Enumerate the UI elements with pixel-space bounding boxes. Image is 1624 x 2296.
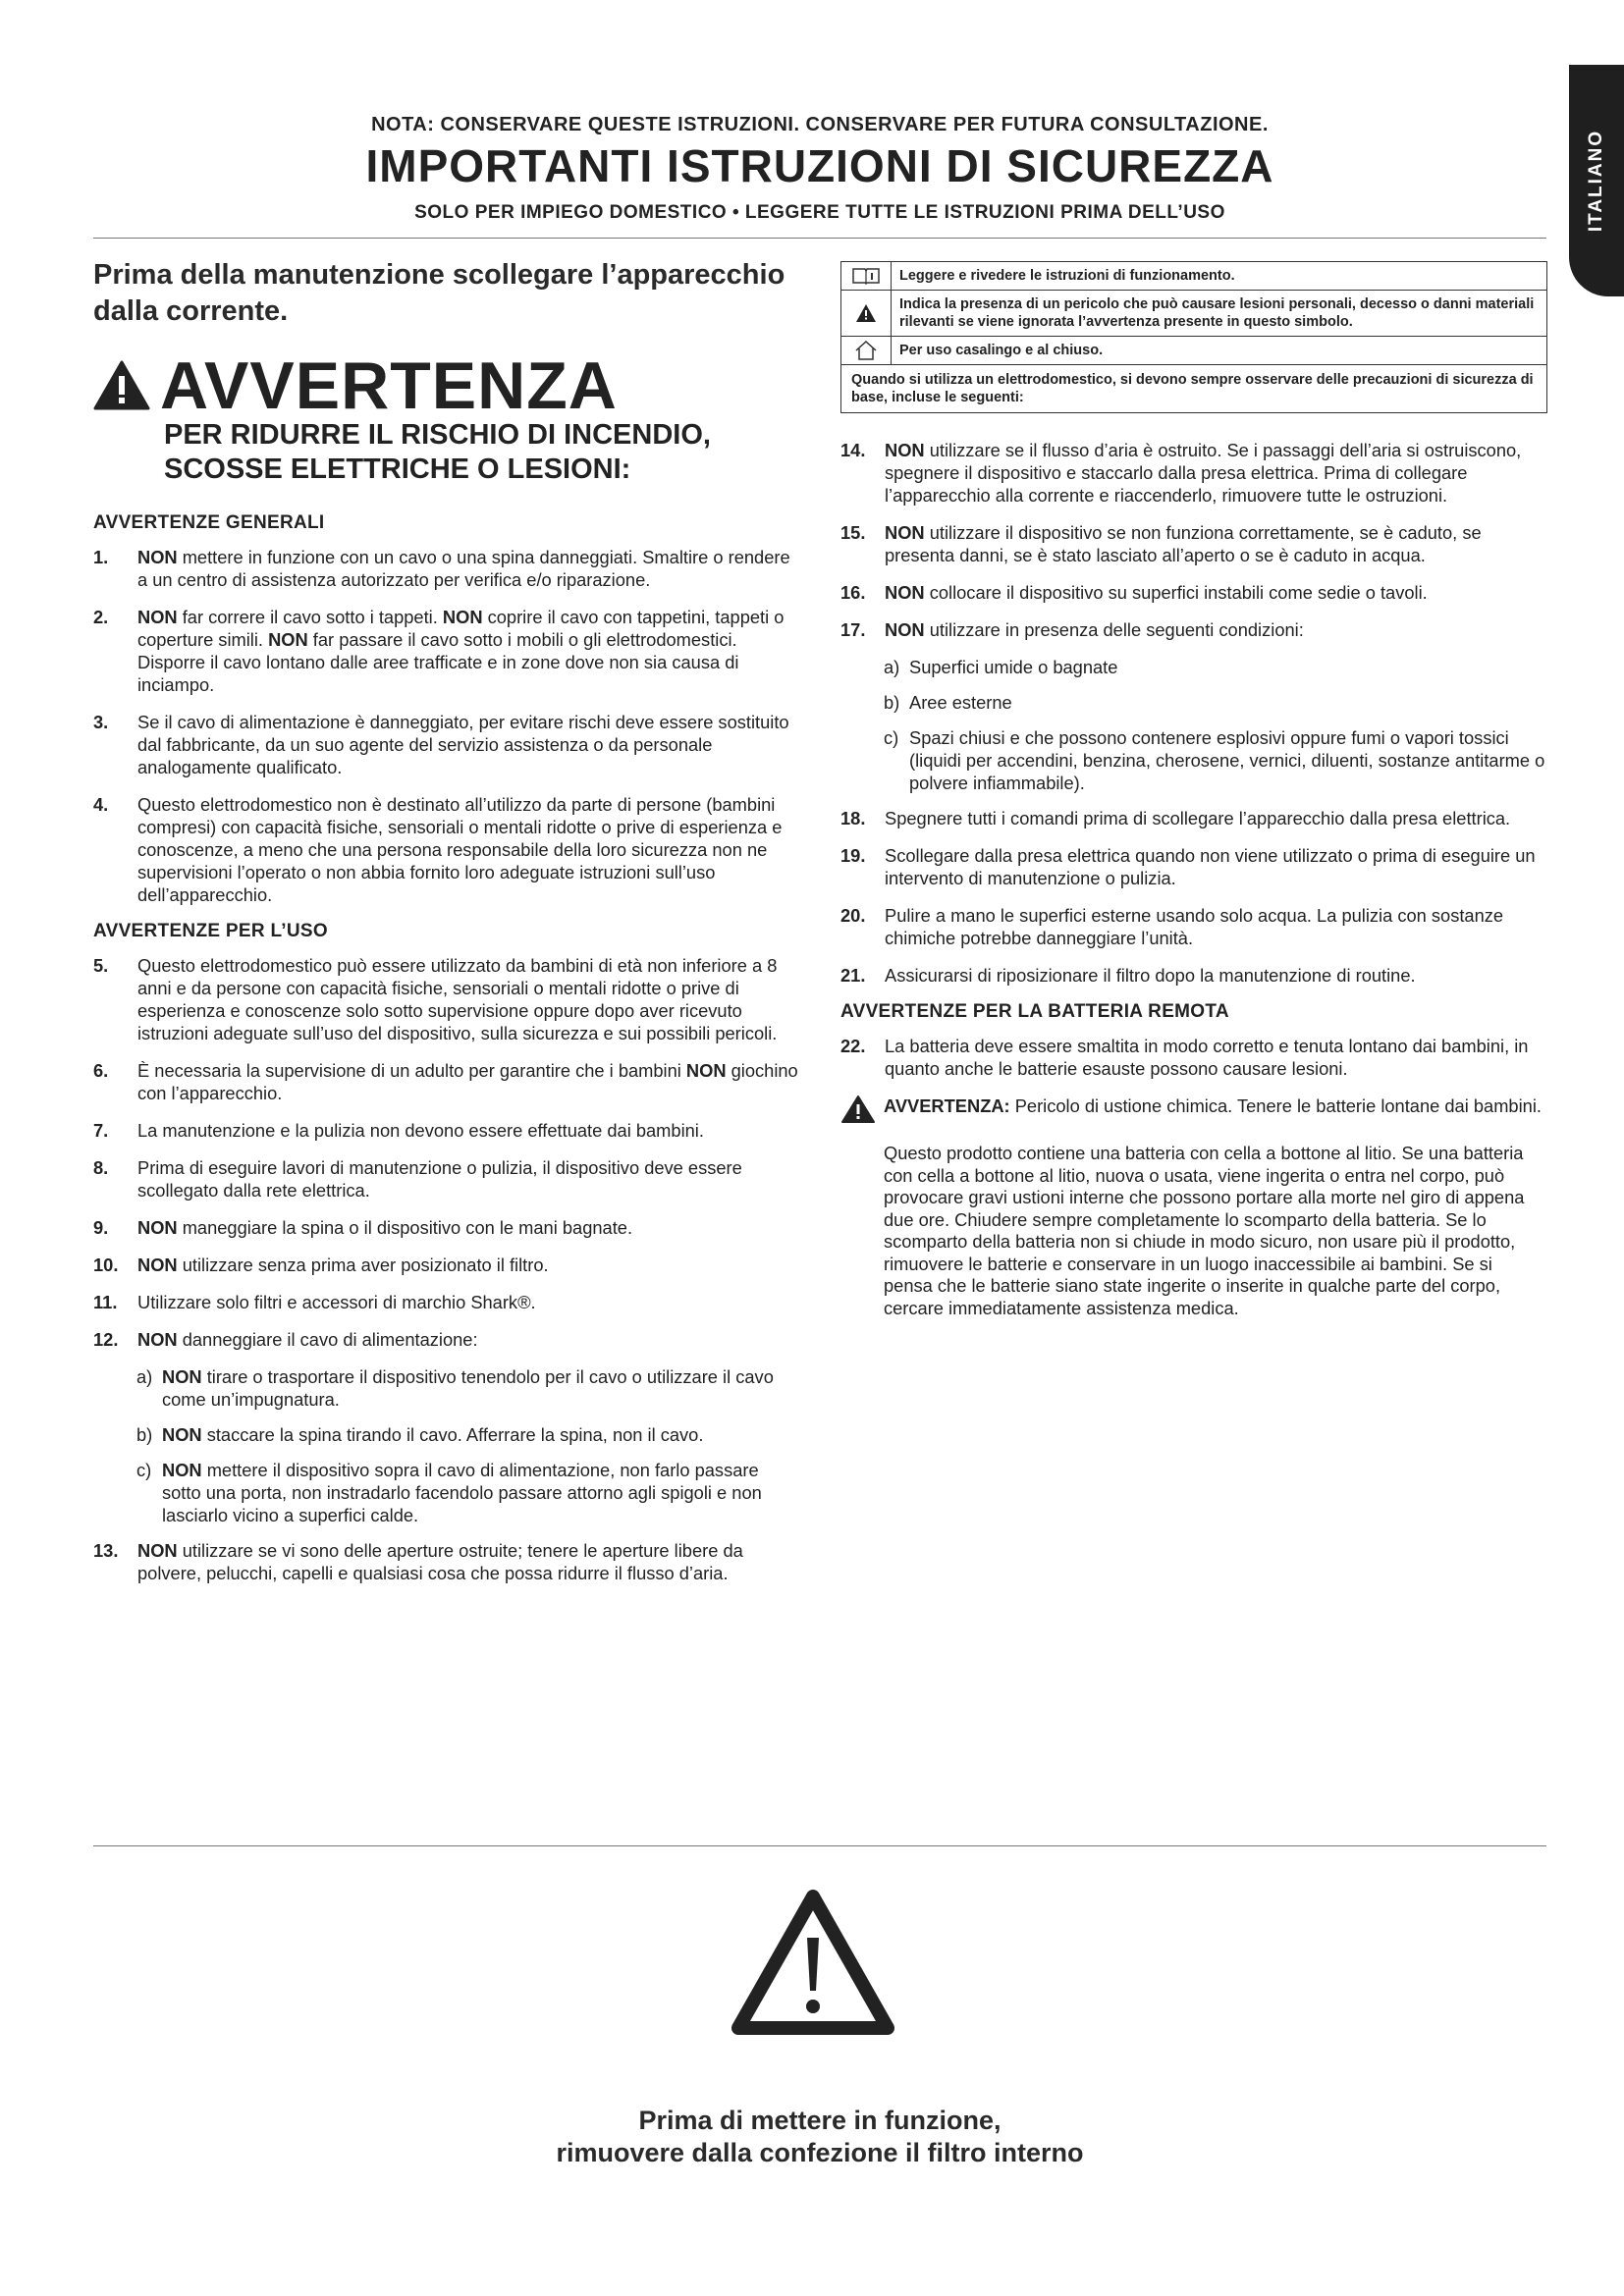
sub-item: c) Spazi chiusi e che possono contenere esplosivi oppure fumi o vapori tossici (liquidi per accendini, benzina, cherosene, vernici, diluenti, sostanze antitarme o polvere infiammabile).	[884, 727, 1545, 793]
header-subtitle: SOLO PER IMPIEGO DOMESTICO • LEGGERE TUTTE LE ISTRUZIONI PRIMA DELL’USO	[414, 202, 1225, 223]
sub-item: b) Aree esterne	[884, 692, 1012, 713]
warning-heading	[93, 348, 798, 423]
house-icon	[853, 340, 879, 361]
section-use: AVVERTENZE PER L’USO	[93, 921, 328, 941]
right-column	[840, 261, 1545, 1319]
list-item: 15. NON utilizzare il dispositivo se non funziona correttamente, se è caduto, se presenta danni, se è stato lasciato all’aperto o se è caduto in acqua.	[840, 522, 1482, 565]
battery-warning-label: AVVERTENZA:	[884, 1095, 1010, 1116]
page-title: IMPORTANTI ISTRUZIONI DI SICUREZZA	[365, 140, 1274, 191]
list-item: 8. Prima di eseguire lavori di manutenzione o pulizia, il dispositivo deve essere scollegato dalla rete elettrica.	[93, 1157, 742, 1201]
list-item: 2. NON far correre il cavo sotto i tappeti. NON coprire il cavo con tappetini, tappeti o coperture simili. NON far passare il cavo sotto i mobili o gli elettrodomestici. Disporre il cavo lontano dalle aree trafficate e in zone dove non sia causa di inciampo.	[93, 607, 785, 695]
symbol-text: Indica la presenza di un pericolo che può causare lesioni personali, decesso o danni materiali rilevanti se viene ignorata l’avvertenza presente in questo simbolo.	[899, 296, 1535, 330]
sub-item: c) NON mettere il dispositivo sopra il cavo di alimentazione, non farlo passare sotto una porta, non instradarlo facendolo passare attorno agli spigoli e non lasciarlo vicino a superfici calde.	[136, 1460, 762, 1525]
list-item: 12. NON danneggiare il cavo di alimentazione:	[93, 1329, 478, 1350]
symbol-text: Leggere e rivedere le istruzioni di funzionamento.	[899, 268, 1235, 284]
symbol-text: Per uso casalingo e al chiuso.	[899, 343, 1104, 358]
list-item: 4. Questo elettrodomestico non è destinato all’utilizzo da parte di persone (bambini compresi) con capacità fisiche, sensoriali o mentali ridotte o prive di esperienza e conoscenze, a meno che una persona responsabile della loro sicurezza non ne supervisioni l’operato o non abbia fornito loro adeguate istruzioni sull’uso dell’apparecchio.	[93, 794, 783, 905]
battery-paragraph: Questo prodotto contiene una batteria con cella a bottone al litio. Se una batteria con cella a bottone al litio, nuova o usata, viene ingerita o entra nel corpo, può provocare gravi ustioni interne che possono portare alla morte nel giro di appena due ore. Chiudere sempre completamente lo scomparto della batteria. Se lo scomparto della batteria non si chiude in modo sicuro, non usare più il prodotto, rimuovere le batterie e conservare in un luogo inaccessibile ai bambini. Se si pensa che le batterie siano state ingerite o inserite in qualche parte del corpo, cercare immediatamente assistenza medica.	[884, 1143, 1525, 1318]
warning-word: AVVERTENZA	[160, 348, 618, 423]
list-item: 9. NON maneggiare la spina o il dispositivo con le mani bagnate.	[93, 1217, 633, 1238]
list-item: 3. Se il cavo di alimentazione è danneggiato, per evitare rischi deve essere sostituito dal fabbricante, da un suo agente del servizio assistenza o da personale analogamente qualificato.	[93, 712, 789, 777]
list-item: 16. NON collocare il dispositivo su superfici instabili come sedie o tavoli.	[840, 582, 1428, 603]
warning-triangle-icon	[840, 1095, 876, 1124]
list-item: 10. NON utilizzare senza prima aver posizionato il filtro.	[93, 1255, 549, 1275]
maintenance-notice: Prima della manutenzione scollegare l’apparecchio dalla corrente.	[93, 259, 785, 327]
sub-item: b) NON staccare la spina tirando il cavo. Afferrare la spina, non il cavo.	[136, 1424, 704, 1445]
list-item: 22. La batteria deve essere smaltita in modo corretto e tenuta lontano dai bambini, in quanto anche le batterie esauste possono causare lesioni.	[840, 1036, 1529, 1079]
bottom-instruction: Prima di mettere in funzione, rimuovere dalla confezione il filtro interno	[556, 2106, 1084, 2167]
sub-item: a) NON tirare o trasportare il dispositivo tenendolo per il cavo o utilizzare il cavo come un’impugnatura.	[136, 1366, 774, 1410]
manual-book-icon	[851, 266, 881, 286]
sub-item: a) Superfici umide o bagnate	[884, 657, 1118, 677]
footer-divider	[93, 1845, 1546, 1846]
symbol-row	[841, 291, 1546, 337]
list-item: 1. NON mettere in funzione con un cavo o una spina danneggiati. Smaltire o rendere a un centro di assistenza autorizzato per verifica e/o riparazione.	[93, 547, 790, 590]
warning-triangle-icon	[855, 303, 877, 323]
list-item: 14. NON utilizzare se il flusso d’aria è ostruito. Se i passaggi dell’aria si ostruiscono, spegnere il dispositivo e staccarlo dalla presa elettrica. Prima di collegare l’apparecchio alla corrente e riaccenderlo, rimuovere tutte le ostruzioni.	[840, 440, 1522, 506]
list-item: 13. NON utilizzare se vi sono delle aperture ostruite; tenere le aperture libere da polvere, pelucchi, capelli e qualsiasi cosa che possa ridurre il flusso d’aria.	[93, 1540, 743, 1583]
symbol-row	[841, 262, 1546, 291]
section-battery: AVVERTENZE PER LA BATTERIA REMOTA	[840, 1001, 1229, 1022]
list-item: 19. Scollegare dalla presa elettrica quando non viene utilizzato o prima di eseguire un intervento di manutenzione o pulizia.	[840, 845, 1536, 888]
language-label: ITALIANO	[1586, 129, 1606, 233]
large-warning-icon	[727, 1885, 899, 2042]
header-note: NOTA: CONSERVARE QUESTE ISTRUZIONI. CONSERVARE PER FUTURA CONSULTAZIONE.	[371, 114, 1269, 135]
list-item: 18. Spegnere tutti i comandi prima di scollegare l’apparecchio dalla presa elettrica.	[840, 808, 1511, 828]
symbol-row	[841, 337, 1546, 365]
list-item: 17. NON utilizzare in presenza delle seguenti condizioni:	[840, 619, 1304, 640]
symbols-footnote: Quando si utilizza un elettrodomestico, si devono sempre osservare delle precauzioni di sicurezza di base, incluse le seguenti:	[851, 372, 1534, 405]
list-item: 6. È necessaria la supervisione di un adulto per garantire che i bambini NON giochino con l’apparecchio.	[93, 1060, 798, 1103]
left-column	[93, 257, 798, 1599]
list-item: 11. Utilizzare solo filtri e accessori di marchio Shark®.	[93, 1292, 536, 1312]
section-general: AVVERTENZE GENERALI	[93, 512, 325, 533]
language-tab	[1569, 65, 1624, 296]
symbols-table	[840, 261, 1547, 413]
battery-warning: AVVERTENZA: Pericolo di ustione chimica. Tenere le batterie lontane dai bambini.	[840, 1095, 1545, 1129]
header-divider	[93, 238, 1546, 239]
list-item: 21. Assicurarsi di riposizionare il filtro dopo la manutenzione di routine.	[840, 965, 1416, 986]
list-item: 7. La manutenzione e la pulizia non devono essere effettuate dai bambini.	[93, 1120, 704, 1141]
warning-subtitle: PER RIDURRE IL RISCHIO DI INCENDIO, SCOSSE ELETTRICHE O LESIONI:	[164, 419, 711, 485]
warning-triangle-icon	[93, 360, 150, 411]
list-item: 20. Pulire a mano le superfici esterne usando solo acqua. La pulizia con sostanze chimiche potrebbe danneggiare l’unità.	[840, 905, 1504, 948]
list-item: 5. Questo elettrodomestico può essere utilizzato da bambini di età non inferiore a 8 anni e da persone con capacità fisiche, sensoriali o mentali ridotte o prive di esperienza e conoscenze solo sotto supervisione oppure dopo aver ricevuto istruzioni adeguate sull’uso del dispositivo, sulla sicurezza e sui possibili pericoli.	[93, 955, 778, 1043]
